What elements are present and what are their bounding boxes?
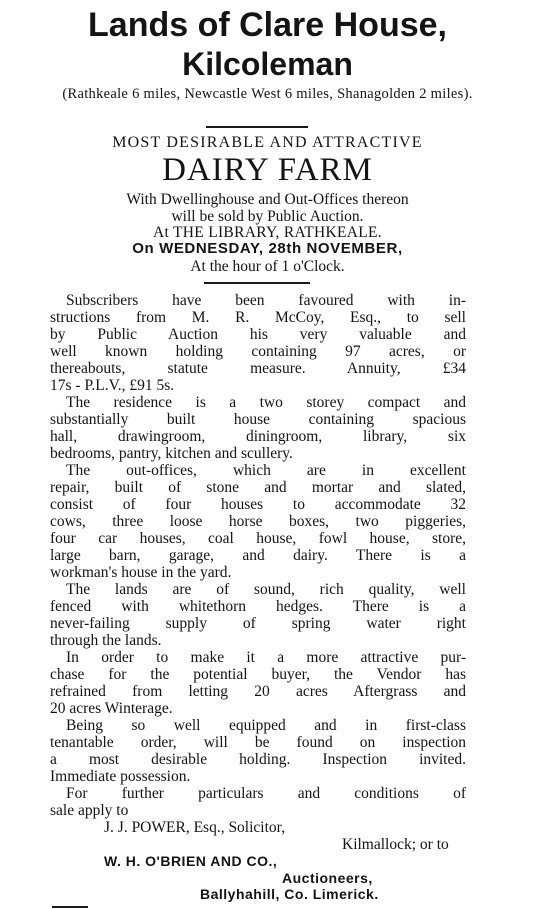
body-line: by Public Auction his very valuable and [50, 326, 466, 343]
body-line: 20 acres Winterage. [50, 700, 173, 717]
offer-line: With Dwellinghouse and Out-Offices thereon [126, 191, 409, 208]
body-line: Subscribers have been favoured with in- [66, 292, 466, 309]
body-line: sale apply to [50, 802, 129, 819]
body-line: For further particulars and conditions of [66, 785, 466, 802]
auctioneer-title: Auctioneers, [282, 870, 373, 886]
body-line: refrained from letting 20 acres Aftergrass and [50, 683, 466, 700]
body-line: thereabouts, statute measure. Annuity, £34 [50, 360, 466, 377]
solicitor-name: J. J. POWER, Esq., Solicitor, [104, 819, 286, 836]
auction-time: At the hour of 1 o'Clock. [190, 258, 345, 275]
property-type: DAIRY FARM [162, 152, 373, 188]
auctioneer-place: Ballyhahill, Co. Limerick. [200, 886, 379, 902]
body-line: 17s - P.L.V., £91 5s. [50, 377, 175, 394]
divider-rule [206, 126, 308, 128]
distance-note: (Rathkeale 6 miles, Newcastle West 6 miles, Shanagolden 2 miles). [62, 86, 473, 102]
body-line: large barn, garage, and dairy. There is a [50, 547, 466, 564]
offer-line: will be sold by Public Auction. [171, 208, 364, 225]
body-line: fenced with whitethorn hedges. There is a [50, 598, 466, 615]
body-line: repair, built of stone and mortar and slated, [50, 479, 466, 496]
body-line: In order to make it a more attractive pur- [66, 649, 466, 666]
body-line: workman's house in the yard. [50, 564, 232, 581]
body-line: never-failing supply of spring water right [50, 615, 466, 632]
body-line: Being so well equipped and in first-class [66, 717, 466, 734]
headline-title: Lands of Clare House, [88, 6, 447, 44]
cut-off-fragment [52, 906, 88, 908]
body-line: chase for the potential buyer, the Vendor has [50, 666, 466, 683]
headline-place: Kilcoleman [182, 46, 353, 82]
body-line: Immediate possession. [50, 768, 191, 785]
solicitor-place: Kilmallock; or to [342, 836, 449, 853]
body-line: a most desirable holding. Inspection invited. [50, 751, 466, 768]
body-line: substantially built house containing spacious [50, 411, 466, 428]
body-line: well known holding containing 97 acres, or [50, 343, 466, 360]
body-line: structions from M. R. McCoy, Esq., to sell [50, 309, 466, 326]
body-line: consist of four houses to accommodate 32 [50, 496, 466, 513]
body-line: hall, drawingroom, diningroom, library, six [50, 428, 466, 445]
auctioneer-name: W. H. O'BRIEN AND CO., [104, 853, 278, 869]
body-line: tenantable order, will be found on inspection [50, 734, 466, 751]
divider-rule [204, 282, 310, 284]
auction-date: On WEDNESDAY, 28th NOVEMBER, [132, 240, 403, 257]
body-line: cows, three loose horse boxes, two piggeries, [50, 513, 466, 530]
body-line: bedrooms, pantry, kitchen and scullery. [50, 445, 293, 462]
body-line: The lands are of sound, rich quality, well [66, 581, 466, 598]
body-line: four car houses, coal house, fowl house, store, [50, 530, 466, 547]
body-line: The out-offices, which are in excellent [66, 462, 466, 479]
body-line: through the lands. [50, 632, 162, 649]
venue: At THE LIBRARY, RATHKEALE. [153, 224, 382, 241]
offer-caps-line: MOST DESIRABLE AND ATTRACTIVE [112, 134, 423, 151]
body-line: The residence is a two storey compact and [66, 394, 466, 411]
